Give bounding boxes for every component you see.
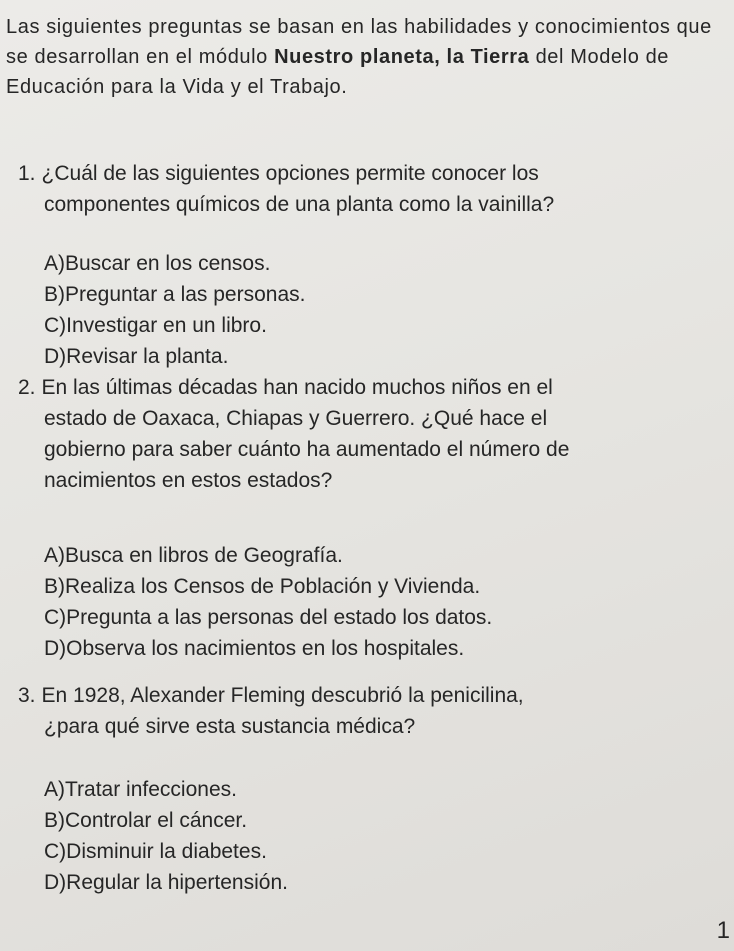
- question-2: [18, 372, 718, 496]
- question-1-options: [44, 248, 724, 372]
- question-3-text: [18, 680, 718, 742]
- question-1-line-1: ¿Cuál de las siguientes opciones permite conocer los: [41, 162, 539, 185]
- question-2-line-4: nacimientos en estos estados?: [44, 469, 333, 492]
- question-1-option-a[interactable]: A)Buscar en los censos.: [44, 252, 271, 275]
- question-2-options: [44, 540, 724, 664]
- question-1-option-d[interactable]: D)Revisar la planta.: [44, 345, 229, 368]
- question-3: [18, 680, 718, 742]
- question-3-options: [44, 774, 724, 898]
- question-3-option-d[interactable]: D)Regular la hipertensión.: [44, 871, 288, 894]
- question-2-line-3: gobierno para saber cuánto ha aumentado el número de: [44, 438, 570, 461]
- question-3-option-c[interactable]: C)Disminuir la diabetes.: [44, 840, 267, 863]
- page-number: 1: [716, 917, 730, 944]
- question-2-option-c[interactable]: C)Pregunta a las personas del estado los datos.: [44, 606, 493, 629]
- question-1-number: 1.: [18, 162, 36, 185]
- question-2-line-1: En las últimas décadas han nacido muchos niños en el: [41, 376, 553, 399]
- question-2-text: [18, 372, 718, 496]
- question-3-line-2: ¿para qué sirve esta sustancia médica?: [44, 715, 416, 738]
- question-2-line-2: estado de Oaxaca, Chiapas y Guerrero. ¿Qué hace el: [44, 407, 548, 430]
- question-1-option-c[interactable]: C)Investigar en un libro.: [44, 314, 267, 337]
- question-2-option-b[interactable]: B)Realiza los Censos de Población y Vivienda.: [44, 575, 481, 598]
- question-3-option-b[interactable]: B)Controlar el cáncer.: [44, 809, 248, 832]
- question-2-number: 2.: [18, 376, 36, 399]
- question-1: [18, 158, 718, 220]
- question-1-line-2: componentes químicos de una planta como la vainilla?: [44, 193, 555, 216]
- intro-text-part2: del Modelo de Educación para la Vida y el Trabajo.: [6, 46, 670, 98]
- intro-paragraph: [6, 12, 726, 102]
- question-2-option-d[interactable]: D)Observa los nacimientos en los hospitales.: [44, 637, 465, 660]
- intro-text-part1: Las siguientes preguntas se basan en las habilidades y conocimientos que se desarrollan en el módulo: [6, 16, 712, 68]
- module-name: Nuestro planeta, la Tierra: [274, 46, 530, 68]
- question-3-option-a[interactable]: A)Tratar infecciones.: [44, 778, 237, 801]
- question-3-line-1: En 1928, Alexander Fleming descubrió la penicilina,: [41, 684, 524, 707]
- question-3-number: 3.: [18, 684, 36, 707]
- question-1-option-b[interactable]: B)Preguntar a las personas.: [44, 283, 306, 306]
- question-2-option-a[interactable]: A)Busca en libros de Geografía.: [44, 544, 343, 567]
- question-1-text: [18, 158, 718, 220]
